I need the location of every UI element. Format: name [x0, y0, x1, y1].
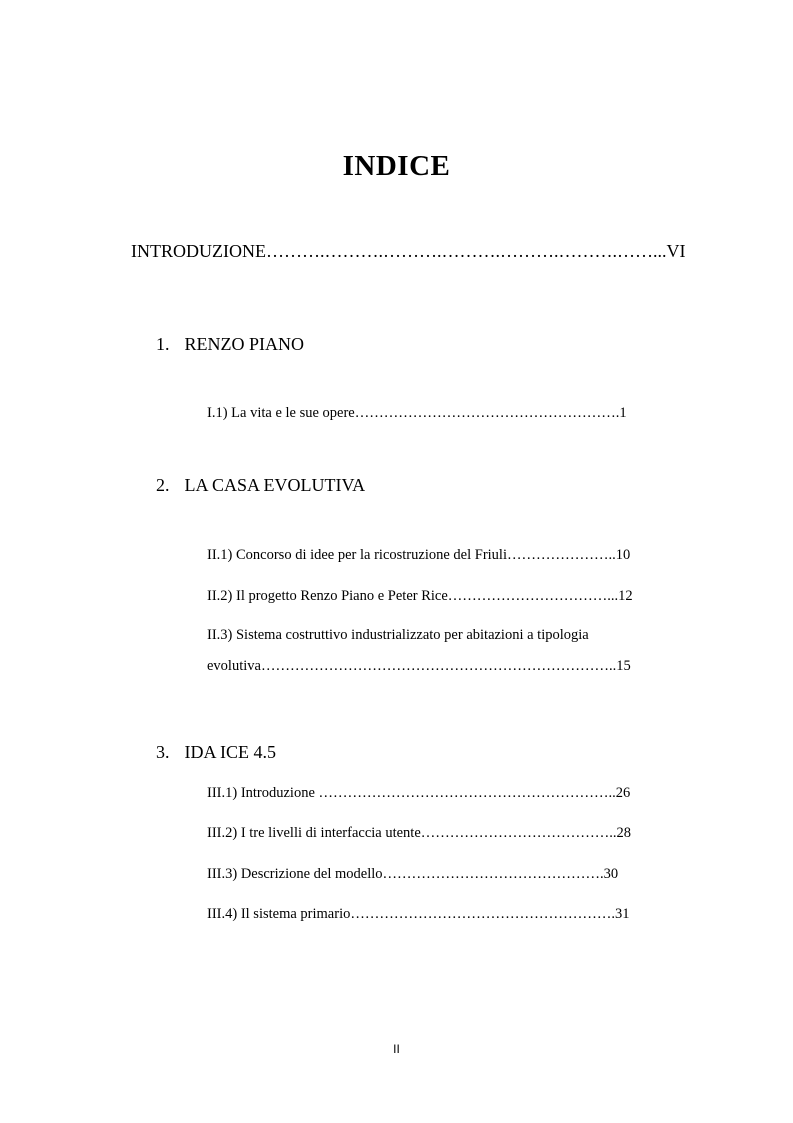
toc-entry-2-2: II.2) Il progetto Renzo Piano e Peter Rice……………………………...12 [207, 588, 633, 604]
toc-entry-1-1: I.1) La vita e le sue opere……………………………………………….1 [207, 405, 627, 421]
toc-entry-2-3: II.3) Sistema costruttivo industrializzato per abitazioni a tipologia [207, 627, 589, 643]
page-title: INDICE [342, 150, 451, 182]
chapter-heading-3 [156, 742, 276, 763]
chapter-title: IDA ICE 4.5 [184, 742, 276, 762]
chapter-title: RENZO PIANO [184, 334, 304, 354]
chapter-number: 3. [156, 742, 170, 762]
page-number: II [393, 1042, 400, 1056]
chapter-number: 1. [156, 334, 170, 354]
toc-entry-2-1: II.1) Concorso di idee per la ricostruzione del Friuli…………………..10 [207, 547, 631, 563]
toc-entry-2-3-cont: evolutiva………………………………………………………………..15 [207, 658, 631, 674]
toc-entry-3-1: III.1) Introduzione ……………………………………………………..26 [207, 785, 631, 801]
chapter-number: 2. [156, 475, 170, 495]
toc-entry-introduzione: INTRODUZIONE……….……….……….……….……….……….……...VI [131, 241, 686, 261]
chapter-heading-1 [156, 334, 304, 355]
toc-entry-3-2: III.2) I tre livelli di interfaccia utente…………………………………..28 [207, 825, 632, 841]
chapter-heading-2 [156, 475, 365, 496]
toc-entry-3-3: III.3) Descrizione del modello……………………………………….30 [207, 866, 619, 882]
chapter-title: LA CASA EVOLUTIVA [184, 475, 366, 495]
toc-entry-3-4: III.4) Il sistema primario……………………………………………….31 [207, 906, 630, 922]
